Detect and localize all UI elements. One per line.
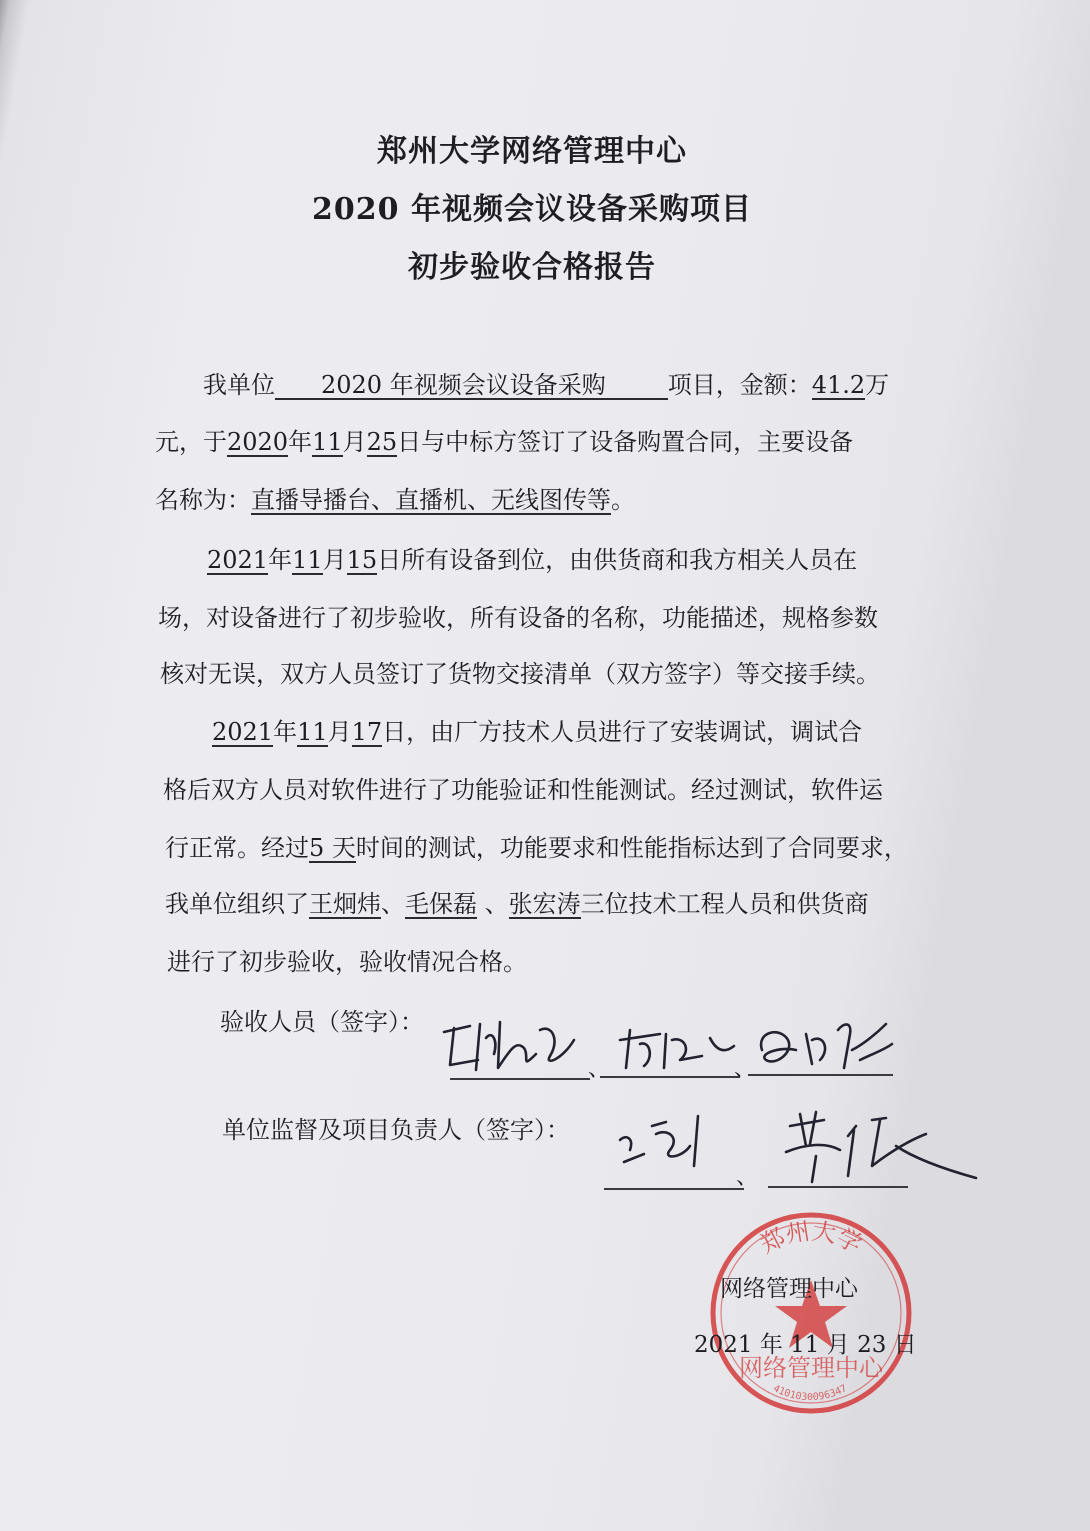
supervisor-label: 单位监督及项目负责人（签字）： bbox=[222, 1116, 570, 1144]
para2-line2: 场，对设备进行了初步验收，所有设备的名称，功能描述，规格参数 bbox=[158, 604, 878, 632]
install-year-field: 2021 bbox=[212, 718, 274, 746]
svg-text:网络管理中心: 网络管理中心 bbox=[739, 1354, 883, 1382]
para3-line3: 行正常。经过5 天时间的测试，功能要求和性能指标达到了合同要求， bbox=[165, 834, 908, 862]
para3-line4: 我单位组织了王炯炜、毛保磊 、张宏涛三位技术工程人员和供货商 bbox=[165, 890, 869, 918]
acceptance-signatures bbox=[440, 1010, 900, 1080]
contract-year-field: 2020 bbox=[227, 428, 289, 456]
engineer-2-field: 毛保磊 bbox=[405, 890, 477, 918]
para2-line3: 核对无误，双方人员签订了货物交接清单（双方签字）等交接手续。 bbox=[160, 660, 880, 688]
para1-line1: 我单位 2020 年视频会议设备采购 项目，金额：41.2万 bbox=[203, 371, 890, 399]
title-line-1: 郑州大学网络管理中心 bbox=[377, 134, 687, 169]
svg-text:郑州大学: 郑州大学 bbox=[755, 1217, 867, 1259]
project-name-field: 2020 年视频会议设备采购 bbox=[275, 373, 668, 400]
signature-separator: 、 bbox=[736, 1165, 759, 1190]
signature-line bbox=[600, 1076, 740, 1078]
signature-line bbox=[768, 1186, 908, 1188]
para2-line1: 2021年11月15日所有设备到位，由供货商和我方相关人员在 bbox=[207, 546, 858, 574]
svg-text:4101030096347: 4101030096347 bbox=[771, 1383, 849, 1404]
acceptance-label: 验收人员（签字）： bbox=[220, 1008, 424, 1036]
supervisor-signatures bbox=[610, 1106, 990, 1186]
arrival-month-field: 11 bbox=[292, 546, 323, 574]
signature-separator: 、 bbox=[588, 1057, 611, 1082]
equipment-field: 直播导播台、直播机、无线图传等 bbox=[251, 486, 611, 514]
amount-field: 41.2 bbox=[811, 371, 866, 399]
test-days-field: 5 天 bbox=[309, 834, 356, 862]
install-month-field: 11 bbox=[297, 718, 328, 746]
contract-month-field: 11 bbox=[312, 428, 343, 456]
signature-line bbox=[604, 1188, 744, 1190]
footer-date: 2021 年 11 月 23 日 bbox=[694, 1332, 917, 1358]
footer-org: 网络管理中心 bbox=[720, 1276, 858, 1302]
para3-line2: 格后双方人员对软件进行了功能验证和性能测试。经过测试，软件运 bbox=[163, 776, 883, 804]
title-line-3: 初步验收合格报告 bbox=[408, 250, 656, 285]
para1-line3: 名称为：直播导播台、直播机、无线图传等。 bbox=[155, 486, 635, 514]
arrival-year-field: 2021 bbox=[207, 546, 269, 574]
engineer-3-field: 张宏涛 bbox=[508, 890, 581, 918]
signature-line bbox=[748, 1074, 893, 1076]
engineer-1-field: 王炯炜 bbox=[309, 890, 381, 918]
arrival-day-field: 15 bbox=[346, 546, 378, 574]
title-line-2: 2020 年视频会议设备采购项目 bbox=[312, 192, 752, 227]
signature-line bbox=[450, 1078, 590, 1080]
para3-line5: 进行了初步验收，验收情况合格。 bbox=[167, 948, 527, 976]
signature-separator: 、 bbox=[734, 1057, 757, 1082]
para3-line1: 2021年11月17日，由厂方技术人员进行了安装调试，调试合 bbox=[212, 718, 863, 746]
para1-line2: 元，于2020年11月25日与中标方签订了设备购置合同，主要设备 bbox=[155, 428, 854, 456]
official-seal-stamp bbox=[706, 1208, 916, 1418]
install-day-field: 17 bbox=[351, 718, 383, 746]
contract-day-field: 25 bbox=[366, 428, 398, 456]
